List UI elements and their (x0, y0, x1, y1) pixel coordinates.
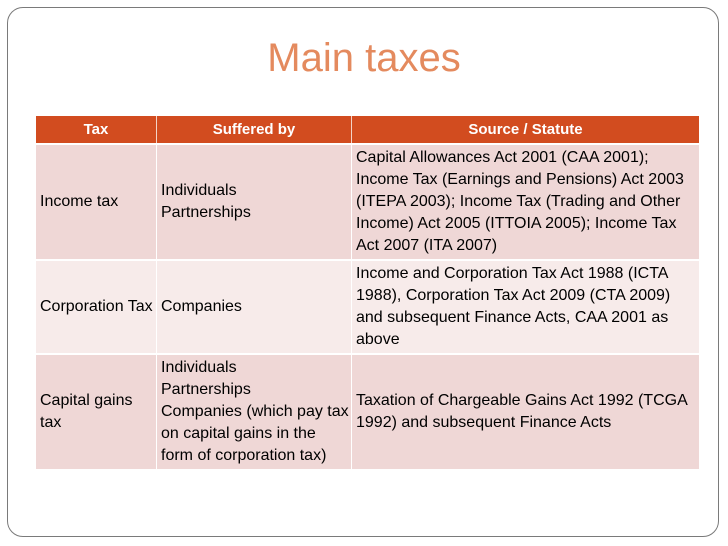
cell-suffered-by: Companies (157, 260, 352, 354)
cell-suffered-by: Individuals Partnerships (157, 144, 352, 260)
table-row-corporation-tax (36, 260, 699, 354)
slide-title: Main taxes (267, 36, 461, 80)
table-row-capital-gains-tax (36, 354, 699, 469)
cell-suffered-by: Individuals Partnerships Companies (which pay tax on capital gains in the form of corporation tax) (157, 354, 352, 469)
cell-source: Capital Allowances Act 2001 (CAA 2001); Income Tax (Earnings and Pensions) Act 2003 (ITEPA 2003); Income Tax (Trading and Other Income) Act 2005 (ITTOIA 2005); Income Tax Act 2007 (ITA 2007) (352, 144, 700, 260)
cell-tax: Capital gains tax (36, 354, 157, 469)
cell-source: Taxation of Chargeable Gains Act 1992 (TCGA 1992) and subsequent Finance Acts (352, 354, 700, 469)
header-tax: Tax (36, 116, 157, 144)
cell-tax: Income tax (36, 144, 157, 260)
table-row-income-tax (36, 144, 699, 260)
header-source-statute: Source / Statute (352, 116, 700, 144)
table-header-row (36, 116, 699, 144)
tax-table (36, 116, 699, 469)
cell-source: Income and Corporation Tax Act 1988 (ICTA 1988), Corporation Tax Act 2009 (CTA 2009) and subsequent Finance Acts, CAA 2001 as above (352, 260, 700, 354)
header-suffered-by: Suffered by (157, 116, 352, 144)
cell-tax: Corporation Tax (36, 260, 157, 354)
